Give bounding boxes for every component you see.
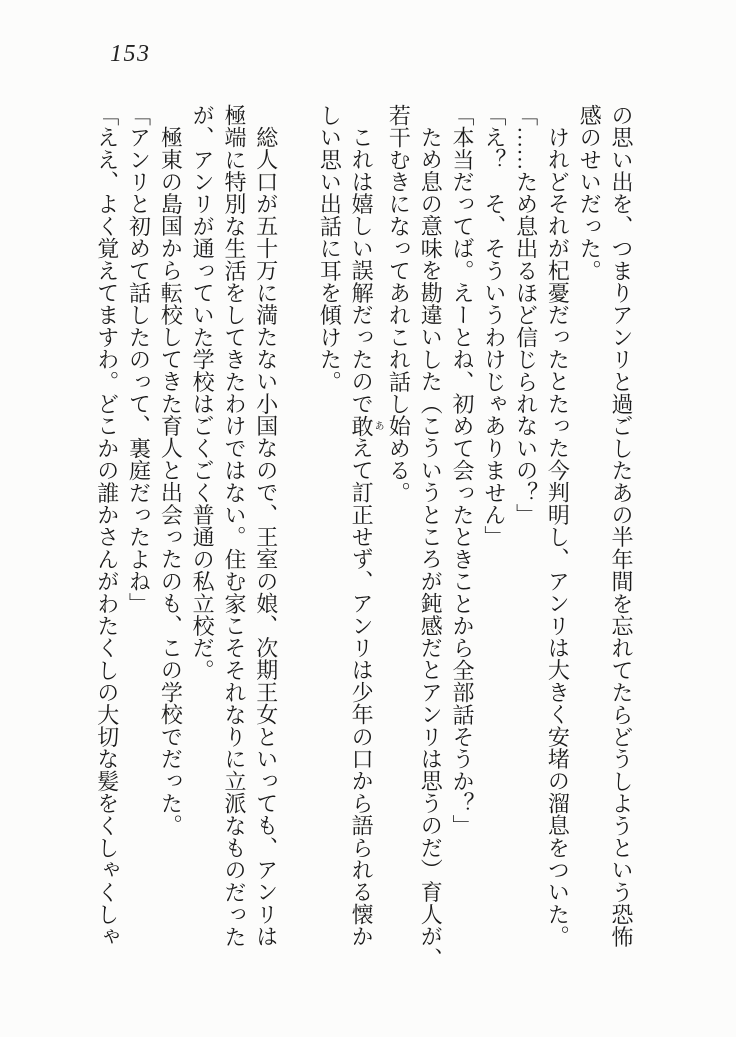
text-column: しい思い出話に耳を傾けた。: [317, 104, 343, 393]
text-column: 総人口が五十万に満たない小国なので、王室の娘、次期王女といっても、アンリは: [253, 126, 279, 948]
text-column: けれどそれが杞憂だったとたった今判明し、アンリは大きく安堵の溜息をついた。: [545, 126, 571, 948]
furigana-ruby: 敢あ: [349, 414, 384, 437]
text-column: 感のせいだった。: [577, 104, 603, 282]
text-column: 「……ため息出るほど信じられないの？」: [513, 104, 539, 526]
column-gap: [282, 104, 314, 964]
text-column: 「ええ、よく覚えてますわ。どこかの誰かさんがわたくしの大切な髪をくしゃくしゃ: [94, 104, 120, 948]
text-column: 「アンリと初めて話したのって、裏庭だったよね」: [126, 104, 152, 615]
text-columns: [91, 104, 637, 970]
text-column: の思い出を、つまりアンリと過ごしたあの半年間を忘れてたらどうしようという恐怖: [609, 104, 634, 948]
text-column: これは嬉しい誤解だったので敢あえて訂正せず、アンリは少年の口から語られる懐か: [349, 126, 384, 948]
text-column: 極東の島国から転校してきた育人と出会ったのも、この学校でだった。: [158, 126, 184, 837]
text-column: 「え？ そ、そういうわけじゃありません」: [481, 104, 507, 548]
text-column: 若干むきになってあれこれ話し始める。: [386, 104, 412, 504]
text-column: が、アンリが通っていた学校はごくごく普通の私立校だ。: [190, 104, 216, 682]
text-column: 極端に特別な生活をしてきたわけではない。住む家こそそれなりに立派なものだった: [221, 104, 247, 948]
text-column: 「本当だってば。えーとね、初めて会ったときことから全部話そうか？」: [450, 104, 476, 837]
page-number: 153: [110, 41, 151, 67]
text-column: ため息の意味を勘違いした（こういうところが鈍感だとアンリは思うのだ）育人が、: [418, 126, 444, 970]
